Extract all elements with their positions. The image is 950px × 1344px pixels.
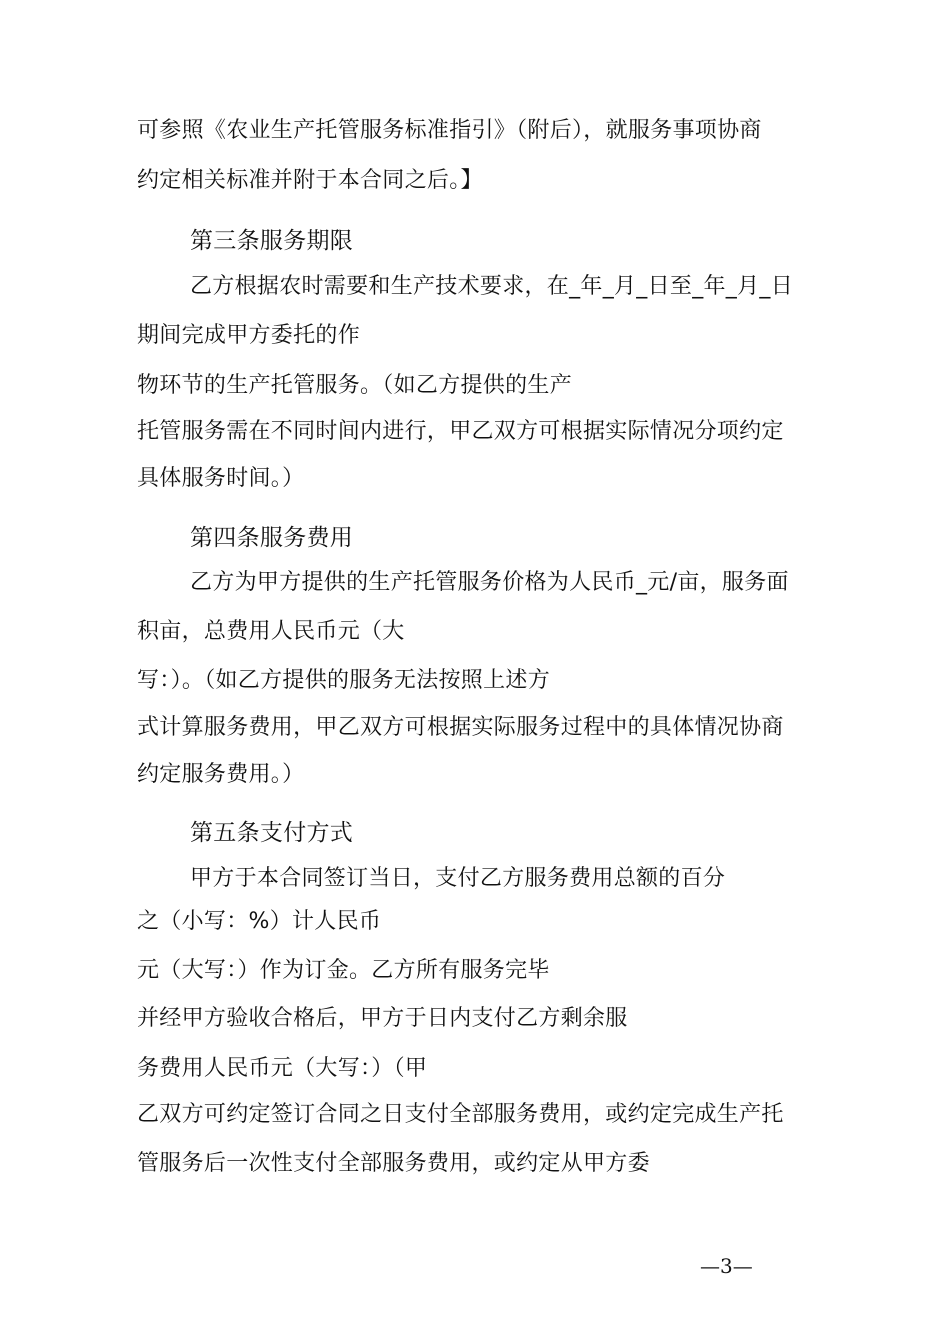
body-text-line: 乙双方可约定签订合同之日支付全部服务费用，或约定完成生产托	[137, 1102, 784, 1127]
body-text-line: 约定服务费用。）	[137, 762, 305, 787]
body-text-line: 托管服务需在不同时间内进行，甲乙双方可根据实际情况分项约定	[137, 419, 784, 444]
body-text-line: 务费用人民币元（大写：）（甲	[137, 1056, 428, 1081]
section-heading-fees: 第四条服务费用	[190, 525, 354, 551]
body-text-line: 写：）。（如乙方提供的服务无法按照上述方	[137, 668, 551, 693]
body-text-line: 可参照《农业生产托管服务标准指引》（附后），就服务事项协商	[137, 118, 762, 143]
section-heading-term: 第三条服务期限	[190, 228, 354, 254]
body-text-line: 之（小写：%）计人民币	[137, 909, 382, 934]
body-text-line: 积亩，总费用人民币元（大	[137, 619, 405, 644]
body-text-line: 并经甲方验收合格后，甲方于日内支付乙方剩余服	[137, 1006, 628, 1031]
body-text-line: 乙方为甲方提供的生产托管服务价格为人民币_元/亩，服务面	[190, 570, 789, 595]
body-text-line: 式计算服务费用，甲乙双方可根据实际服务过程中的具体情况协商	[137, 715, 784, 740]
body-text-line: 物环节的生产托管服务。（如乙方提供的生产	[137, 373, 573, 398]
body-text-line: 乙方根据农时需要和生产技术要求，在_年_月_日至_年_月_日	[190, 274, 794, 299]
body-text-line: 约定相关标准并附于本合同之后。】	[137, 168, 483, 193]
body-text-line: 管服务后一次性支付全部服务费用，或约定从甲方委	[137, 1151, 650, 1176]
section-heading-payment: 第五条支付方式	[190, 820, 354, 846]
body-text-line: 具体服务时间。）	[137, 466, 305, 491]
body-text-line: 期间完成甲方委托的作	[137, 323, 361, 348]
body-text-line: 甲方于本合同签订当日，支付乙方服务费用总额的百分	[190, 866, 726, 891]
body-text-line: 元（大写：）作为订金。乙方所有服务完毕	[137, 958, 550, 983]
page-number: —3—	[700, 1254, 753, 1278]
